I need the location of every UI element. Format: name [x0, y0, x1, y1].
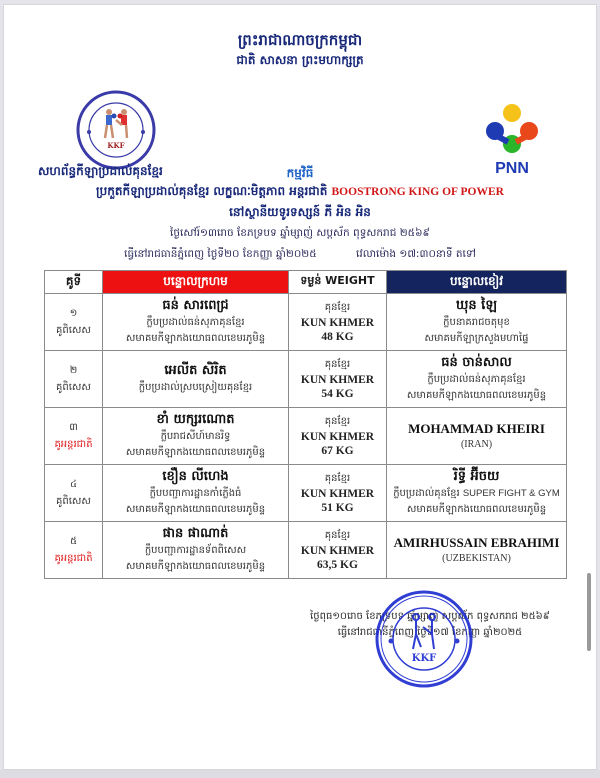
kkf-logo: [76, 90, 156, 170]
bout-type: គូពិសេស: [56, 496, 91, 507]
blue-fighter-club-latin: SUPER FIGHT & GYM: [462, 488, 560, 499]
red-fighter-club: ក្លឹបប្រដាល់ស្របស្រៀយគុនខ្មែរ: [138, 382, 253, 393]
weight-cell: [289, 294, 387, 351]
blue-fighter-association: សមាគមកីឡាកងយោធពលខេមរភូមិន្ទ: [406, 390, 547, 401]
event-title-khmer: ប្រកួតកីឡាប្រដាល់គុនខ្មែរ លក្ខណៈមិត្តភាព អន្តរជាតិ: [96, 184, 328, 198]
blue-fighter-club: [387, 486, 566, 502]
weight-cell: [289, 351, 387, 408]
table-header-row: [45, 271, 567, 294]
federation-name: សហព័ន្ធកីឡាប្រដាល់គុនខ្មែរ: [38, 164, 163, 178]
weight-style-khmer: គុនខ្មែរ: [324, 416, 351, 427]
vertical-scrollbar[interactable]: [587, 573, 591, 651]
weight-value: 54 KG: [321, 388, 354, 400]
event-venue: នៅស្ថានីយទូរទស្សន៍ ភី អិន អិន: [229, 205, 371, 219]
weight-style-khmer: គុនខ្មែរ: [324, 530, 351, 541]
header-red-corner: បន្ទោលក្រហម: [103, 271, 289, 294]
blue-fighter-club: [387, 372, 566, 388]
event-date-time: [4, 248, 596, 263]
red-fighter-name: ផាន ផាណាត់: [162, 526, 229, 541]
red-fighter-club: ក្លឹបប្រដាល់ធន់សុភាគុនខ្មែរ: [146, 317, 245, 328]
weight-cell: [289, 522, 387, 579]
blue-fighter-club-khmer: ក្លឹបប្រដាល់ធន់សុភាគុនខ្មែរ: [427, 374, 526, 385]
bout-number: ២: [69, 365, 78, 376]
bout-table: [44, 270, 567, 579]
blue-corner-cell: [387, 465, 567, 522]
bout-no-cell: [45, 465, 103, 522]
event-title: [4, 183, 596, 201]
weight-value: 51 KG: [321, 502, 354, 514]
weight-value: 63,5 KG: [317, 559, 358, 571]
red-corner-cell: [103, 465, 289, 522]
blue-fighter-association: សមាគមកីឡាកងយោធពលខេមរភូមិន្ទ: [406, 504, 547, 515]
red-fighter-club: ក្លឹបបញ្ជាការដ្ឋានកាំភ្លើងធំ: [149, 488, 242, 499]
blue-fighter-name: AMIRHUSSAIN EBRAHIMI: [393, 535, 560, 550]
red-fighter-name: ធន់ សារពេជ្រ: [162, 298, 229, 313]
red-corner-cell: [103, 351, 289, 408]
bout-number: ៤: [69, 479, 78, 490]
bout-type: គូអន្តរជាតិ: [54, 439, 93, 450]
blue-fighter-country: (UZBEKISTAN): [442, 553, 511, 564]
signature-lunar-date: ថ្ងៃពុធ១០រោច ខែភទ្របទ ឆ្នាំម្សាញ់ សប្តស័ក ពុទ្ធសករាជ ២៥៦៩: [310, 611, 550, 622]
blue-fighter-association: សមាគមកីឡាក្រសួងមហាផ្ទៃ: [424, 333, 529, 344]
blue-fighter-name: រិទ្ធី អ៊ីចយ: [453, 469, 500, 484]
event-lunar-date: ថ្ងៃសៅរ៍១៣រោច ខែភទ្របទ ឆ្នាំម្សាញ់ សប្តស័ក ពុទ្ធសករាជ ២៥៦៩: [170, 227, 430, 239]
red-fighter-association: សមាគមកីឡាកងយោធពលខេមរភូមិន្ទ: [125, 504, 266, 515]
weight-style: KUN KHMER: [300, 488, 375, 500]
red-corner-cell: [103, 408, 289, 465]
red-fighter-association: សមាគមកីឡាកងយោធពលខេមរភូមិន្ទ: [125, 447, 266, 458]
weight-style-khmer: គុនខ្មែរ: [324, 359, 351, 370]
weight-style: KUN KHMER: [300, 317, 375, 329]
weight-value: 48 KG: [321, 331, 354, 343]
bout-number: ៥: [69, 536, 78, 547]
bout-row: [45, 351, 567, 408]
red-fighter-name: ខឿន លីហេង: [162, 469, 229, 484]
header-blue-corner: បន្ទោលខៀវ: [387, 271, 567, 294]
event-date: ធ្វើនៅរាជធានីភ្នំពេញ ថ្ងៃទី២០ ខែកញ្ញា ឆ្នាំ២០២៥: [124, 248, 317, 260]
document-page: [3, 4, 597, 770]
blue-fighter-club-khmer: ក្លឹបប្រដាល់គុនខ្មែរ: [393, 488, 460, 499]
red-fighter-club: ក្លឹបរាជសីហ៍មានរិទ្ធ: [160, 431, 231, 442]
blue-fighter-name: ធន់ ចាន់សាល: [441, 355, 512, 370]
bout-type: គូពិសេស: [56, 382, 91, 393]
weight-style-khmer: គុនខ្មែរ: [324, 302, 351, 313]
national-motto: ជាតិ សាសនា ព្រះមហាក្សត្រ: [236, 53, 364, 67]
bout-row: [45, 522, 567, 579]
blue-fighter-name: ឃុន ឡៃ: [455, 298, 498, 313]
kingdom-heading: ព្រះរាជាណាចក្រកម្ពុជា: [237, 31, 363, 49]
bout-no-cell: [45, 522, 103, 579]
red-fighter-club: ក្លឹបបញ្ជាការដ្ឋានទ័ពពិសេស: [144, 545, 247, 556]
bout-number: ៣: [69, 422, 78, 433]
weight-style-khmer: គុនខ្មែរ: [324, 473, 351, 484]
weight-style: KUN KHMER: [300, 545, 375, 557]
bout-row: [45, 465, 567, 522]
red-fighter-name: អេលីត សិរិត: [164, 363, 227, 378]
svg-text:PNN: PNN: [495, 160, 529, 177]
header-bout-no: គូទី: [45, 271, 103, 294]
bout-row: [45, 408, 567, 465]
svg-text:KKF: KKF: [411, 653, 437, 664]
bout-no-cell: [45, 294, 103, 351]
red-fighter-association: សមាគមកីឡាកងយោធពលខេមរភូមិន្ទ: [125, 333, 266, 344]
red-fighter-association: សមាគមកីឡាកងយោធពលខេមរភូមិន្ទ: [125, 561, 266, 572]
weight-style: KUN KHMER: [300, 431, 375, 443]
weight-cell: [289, 465, 387, 522]
blue-fighter-club: [387, 315, 566, 331]
blue-fighter-name: MOHAMMAD KHEIRI: [408, 421, 545, 436]
bout-no-cell: [45, 408, 103, 465]
blue-corner-cell: [387, 351, 567, 408]
blue-corner-cell: [387, 522, 567, 579]
bout-row: [45, 294, 567, 351]
federation-stamp: [374, 589, 474, 689]
bout-no-cell: [45, 351, 103, 408]
stamp-fighters-icon: [413, 614, 435, 649]
event-brand: BOOSTRONG KING OF POWER: [331, 186, 504, 198]
blue-fighter-club-khmer: ក្លឹបនាគរាជចតុមុខ: [443, 317, 510, 328]
blue-fighter-country: (IRAN): [460, 439, 493, 450]
red-corner-cell: [103, 294, 289, 351]
red-fighter-name: ខាំ យក្សរណោត: [156, 412, 235, 427]
blue-corner-cell: [387, 294, 567, 351]
program-label: កម្មវិធី: [286, 166, 314, 180]
weight-cell: [289, 408, 387, 465]
bout-type: គូពិសេស: [56, 325, 91, 336]
red-corner-cell: [103, 522, 289, 579]
weight-style: KUN KHMER: [300, 374, 375, 386]
bout-type: គូអន្តរជាតិ: [54, 553, 93, 564]
event-time: វេលាម៉ោង ១៧:៣០នាទី តទៅ: [356, 248, 476, 260]
viewer-bottom-bar: [0, 770, 600, 778]
header-weight: ទម្ងន់ WEIGHT: [289, 271, 387, 294]
blue-corner-cell: [387, 408, 567, 465]
svg-text:KKF: KKF: [107, 141, 125, 150]
signature-place-date: ធ្វើនៅរាជធានីភ្នំពេញ ថ្ងៃទី១៧ ខែកញ្ញា ឆ្នាំ២០២៥: [337, 627, 523, 638]
bout-number: ១: [69, 308, 78, 319]
weight-value: 67 KG: [321, 445, 354, 457]
